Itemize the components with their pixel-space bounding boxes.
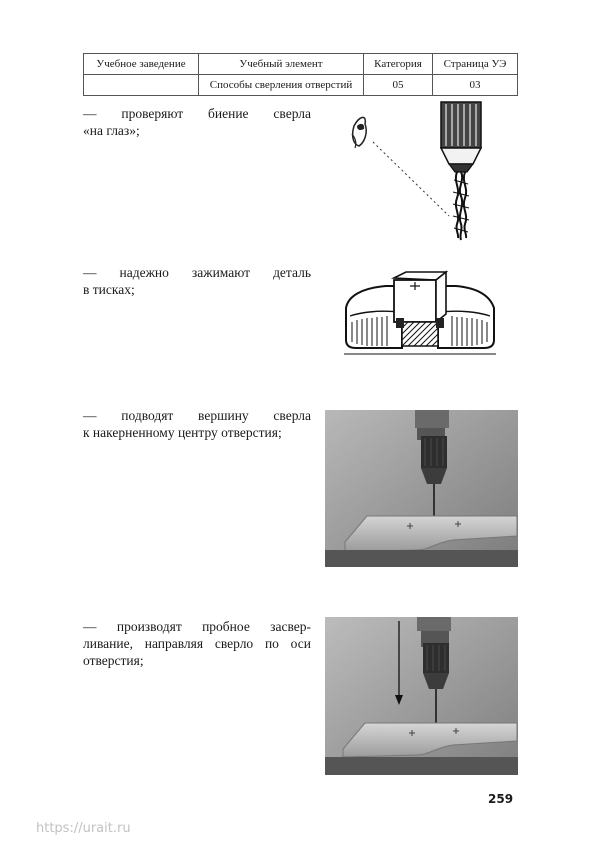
watermark-url: https://urait.ru	[36, 821, 131, 836]
trial-drilling-along-axis-photo	[325, 617, 518, 775]
step-3-line-1: — подводят вершину сверла	[83, 408, 311, 423]
step-2-line-2: в тисках;	[83, 282, 135, 297]
step-1-line-2: «на глаз»;	[83, 123, 140, 138]
header-page-value: 03	[433, 75, 518, 96]
eye-checking-drill-runout-drawing	[343, 98, 495, 246]
header-table	[83, 53, 518, 96]
step-4-line-2: ливание, направляя сверло по оси	[83, 636, 311, 651]
step-1-line-1: — проверяют биение сверла	[83, 106, 311, 121]
drill-tip-over-punched-center-photo	[325, 410, 518, 567]
header-institution-value	[84, 75, 199, 96]
vise-clamping-part-drawing	[340, 268, 500, 362]
step-2-line-1: — надежно зажимают деталь	[83, 265, 311, 280]
header-category-value: 05	[364, 75, 433, 96]
header-element-label: Учебный элемент	[199, 54, 364, 75]
step-3-line-2: к накерненному центру отверстия;	[83, 425, 282, 440]
header-element-value: Способы сверления отверстий	[199, 75, 364, 96]
step-2-text	[83, 264, 311, 298]
step-1-text	[83, 105, 311, 139]
page-number: 259	[488, 792, 514, 806]
header-category-label: Категория	[364, 54, 433, 75]
step-4-line-1: — производят пробное засвер-	[83, 619, 311, 634]
header-institution-label: Учебное заведение	[84, 54, 199, 75]
step-4-line-3: отверстия;	[83, 653, 144, 668]
header-page-label: Страница УЭ	[433, 54, 518, 75]
step-4-text	[83, 618, 311, 669]
step-3-text	[83, 407, 311, 441]
